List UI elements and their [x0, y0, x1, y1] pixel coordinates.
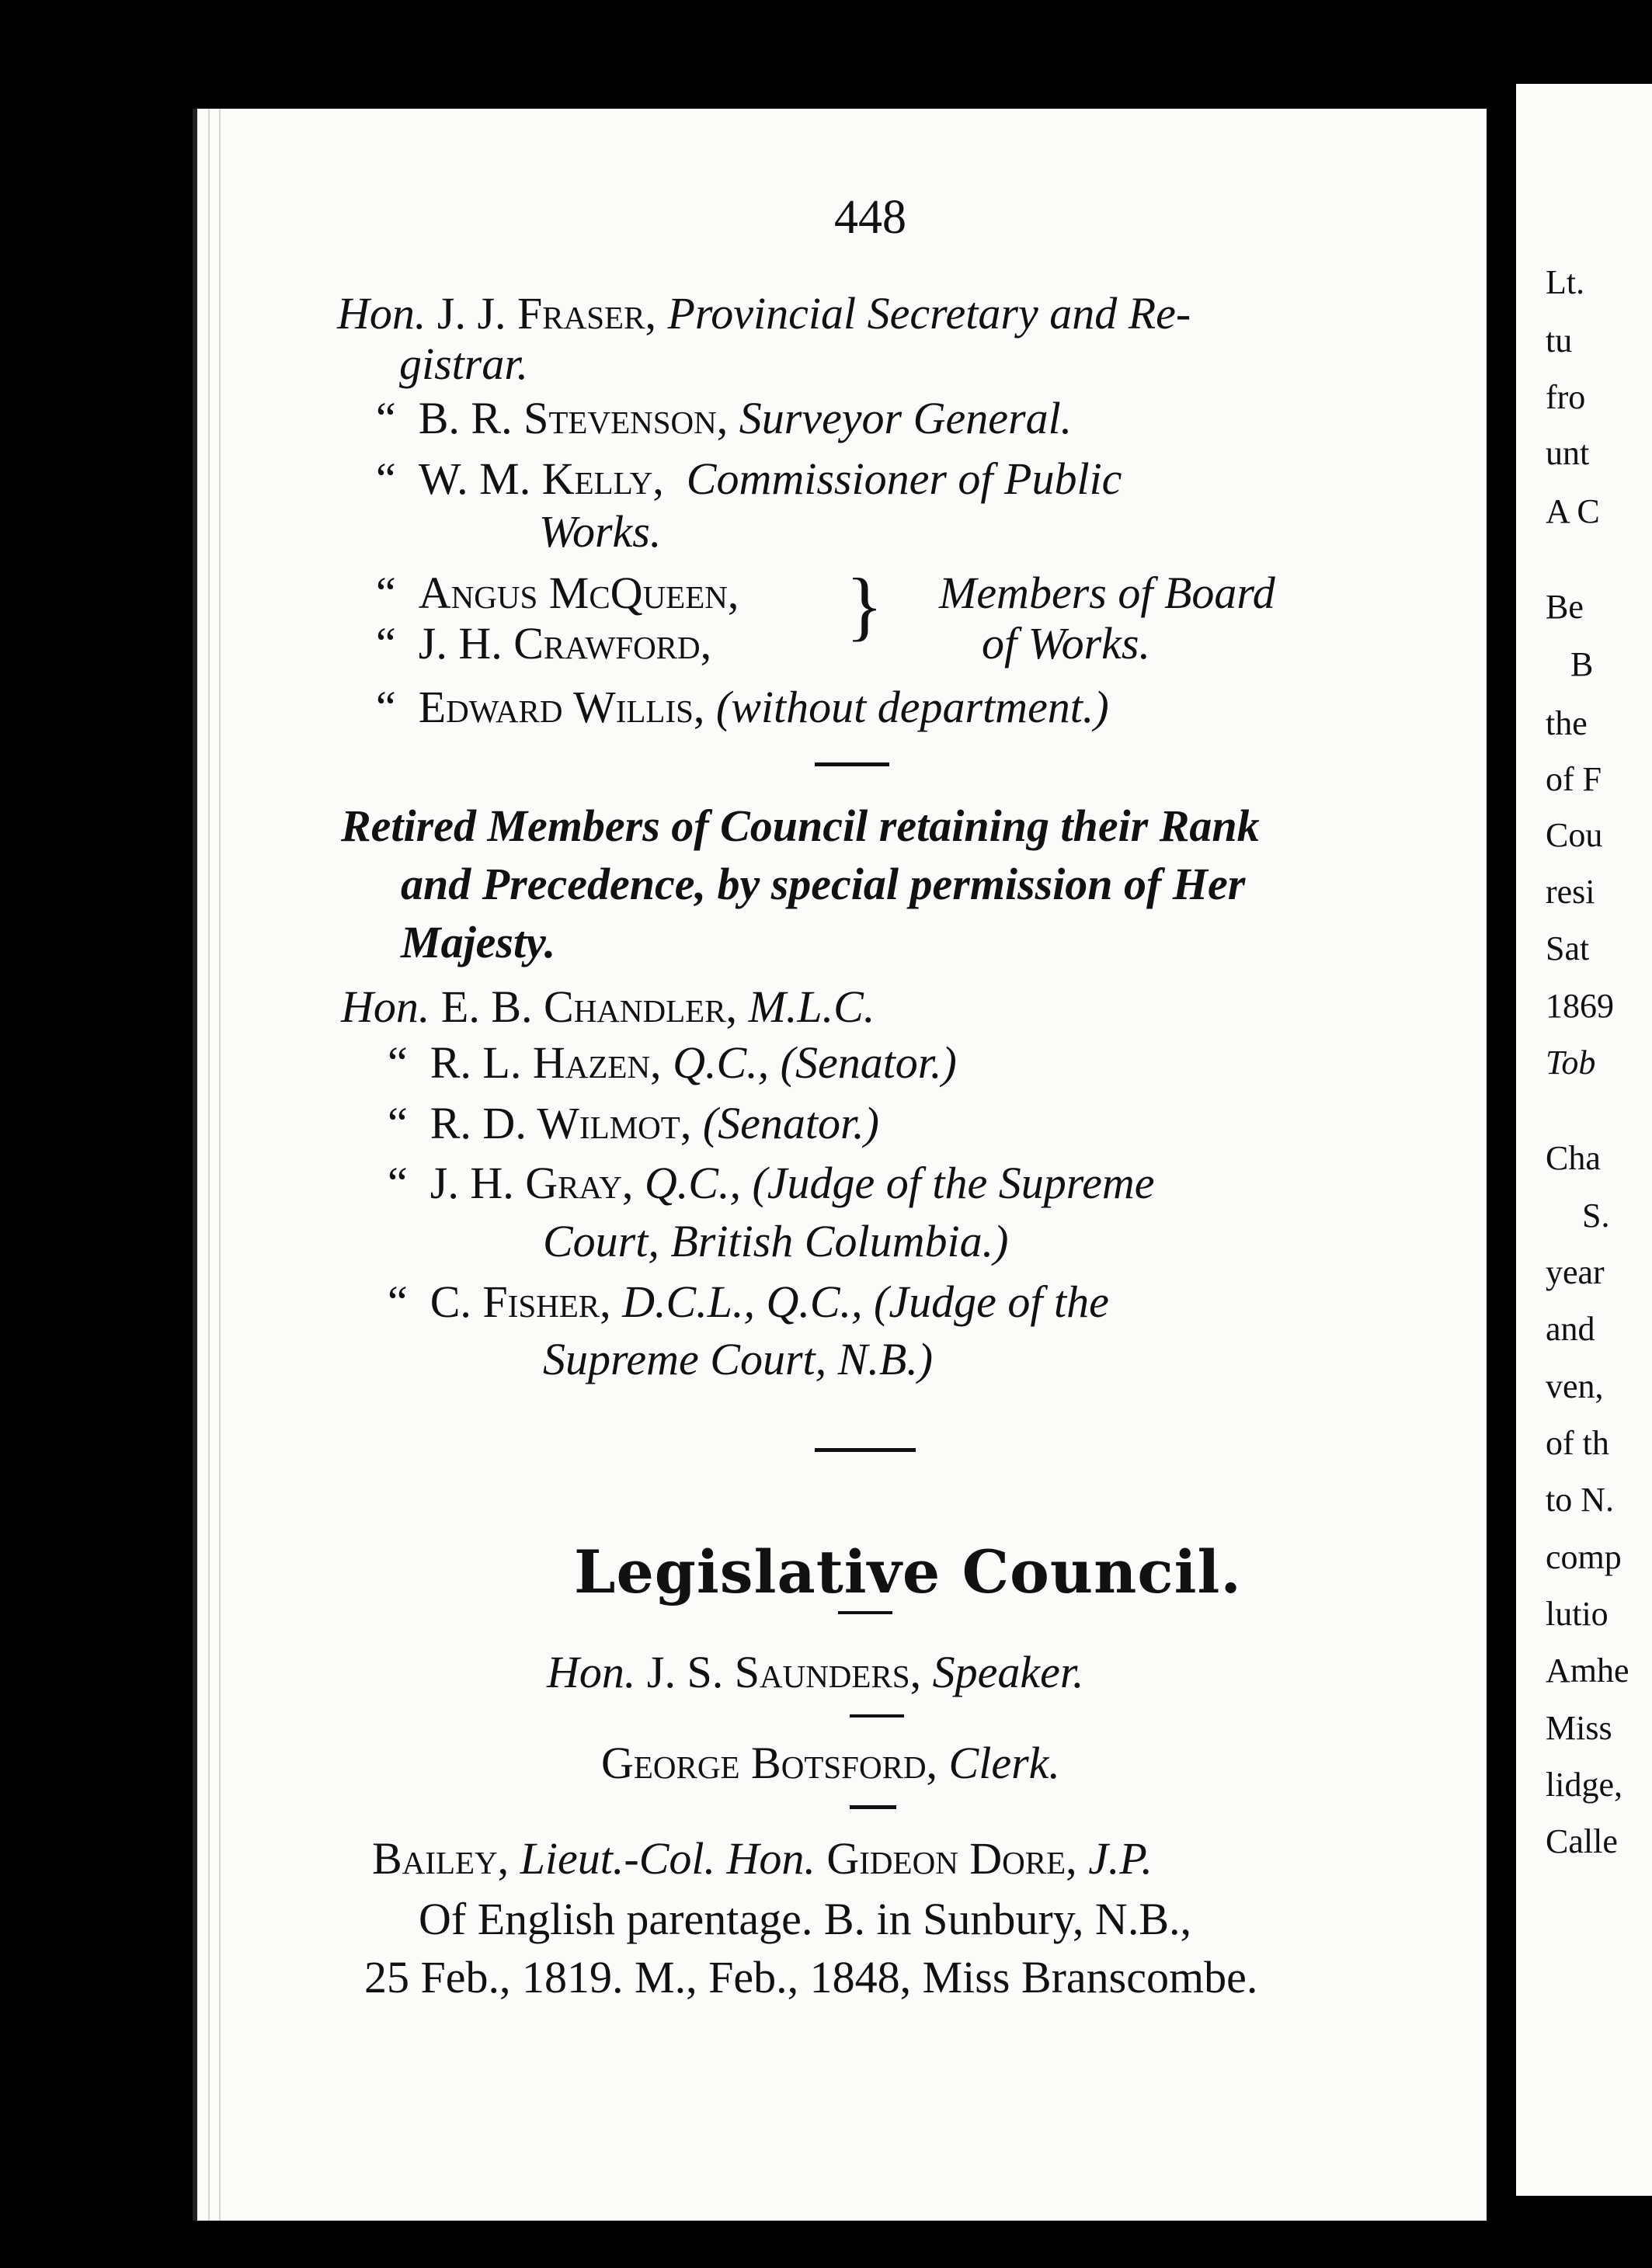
fragment-line: ven,: [1546, 1367, 1604, 1405]
divider-5: [850, 1805, 896, 1809]
fragment-line: year: [1546, 1253, 1605, 1291]
retired-heading-2: and Precedence, by special permission of Her: [401, 859, 1246, 909]
retired-entry-2: “ R. L. Hazen, Q.C., (Senator.): [388, 1037, 957, 1088]
fragment-line: Tob: [1546, 1044, 1596, 1082]
brace: }: [846, 562, 883, 648]
retired-entry-4-cont: Court, British Columbia.): [543, 1216, 1009, 1266]
fragment-line: Calle: [1546, 1822, 1618, 1860]
entry-body-2: 25 Feb., 1819. M., Feb., 1848, Miss Branscombe.: [364, 1952, 1258, 2002]
fragment-line: B: [1570, 645, 1594, 683]
fragment-line: resi: [1546, 873, 1595, 911]
fragment-line: 1869: [1546, 987, 1614, 1025]
retired-entry-1: Hon. E. B. Chandler, M.L.C.: [341, 981, 875, 1032]
speaker-line: Hon. J. S. Saunders, Speaker.: [547, 1647, 1084, 1697]
entry-body-1: Of English parentage. B. in Sunbury, N.B.,: [419, 1894, 1192, 1944]
entry-head: Bailey, Lieut.-Col. Hon. Gideon Dore, J.P.: [372, 1833, 1153, 1884]
fragment-line: A C: [1546, 492, 1600, 530]
page-number: 448: [834, 191, 906, 244]
divider-2: [815, 1448, 916, 1452]
fragment-line: and: [1546, 1310, 1595, 1348]
retired-heading-1: Retired Members of Council retaining their Rank: [341, 801, 1260, 851]
fragment-line: lidge,: [1546, 1766, 1622, 1804]
divider-1: [815, 762, 889, 766]
council-entry-3: “ W. M. Kelly, Commissioner of Public: [376, 453, 1122, 504]
fragment-line: to N.: [1546, 1481, 1614, 1519]
fragment-line: Miss: [1546, 1709, 1612, 1747]
fragment-line: of F: [1546, 760, 1602, 798]
section-title: Legislative Council.: [574, 1537, 1242, 1606]
divider-3: [838, 1611, 892, 1614]
retired-entry-4: “ J. H. Gray, Q.C., (Judge of the Supreme: [388, 1158, 1155, 1208]
council-entry-6: “ Edward Willis, (without department.): [376, 682, 1109, 732]
council-entry-1: Hon. J. J. Fraser, Provincial Secretary and Re-: [337, 288, 1191, 339]
fragment-line: S.: [1582, 1197, 1610, 1235]
fragment-line: Cha: [1546, 1139, 1601, 1177]
board-note-2: of Works.: [982, 618, 1150, 669]
book-page: [193, 109, 1487, 2221]
fragment-line: Cou: [1546, 816, 1603, 854]
council-entry-3-cont: Works.: [539, 506, 662, 557]
council-entry-4: “ Angus McQueen,: [376, 568, 739, 618]
council-entry-5: “ J. H. Crawford,: [376, 618, 712, 669]
retired-entry-3: “ R. D. Wilmot, (Senator.): [388, 1098, 879, 1148]
page-gutter: [203, 109, 227, 2221]
divider-4: [850, 1714, 904, 1717]
fragment-line: unt: [1546, 434, 1590, 472]
fragment-line: the: [1546, 704, 1588, 742]
fragment-line: comp: [1546, 1538, 1622, 1576]
retired-entry-5-cont: Supreme Court, N.B.): [543, 1334, 934, 1384]
fragment-line: fro: [1546, 378, 1586, 416]
retired-entry-5: “ C. Fisher, D.C.L., Q.C., (Judge of the: [388, 1276, 1109, 1327]
adjacent-page-fragment: [1516, 84, 1652, 2196]
fragment-line: tu: [1546, 321, 1573, 359]
retired-heading-3: Majesty.: [401, 917, 556, 967]
clerk-line: George Botsford, Clerk.: [601, 1738, 1060, 1788]
fragment-line: Sat: [1546, 929, 1590, 967]
fragment-line: of th: [1546, 1424, 1609, 1462]
fragment-line: Be: [1546, 588, 1584, 626]
fragment-line: Lt.: [1546, 263, 1585, 301]
council-entry-1-cont: gistrar.: [399, 339, 529, 389]
council-entry-2: “ B. R. Stevenson, Surveyor General.: [376, 393, 1073, 443]
fragment-line: lutio: [1546, 1595, 1609, 1633]
fragment-line: Amhe: [1546, 1652, 1629, 1690]
board-note-1: Members of Board: [939, 568, 1275, 618]
